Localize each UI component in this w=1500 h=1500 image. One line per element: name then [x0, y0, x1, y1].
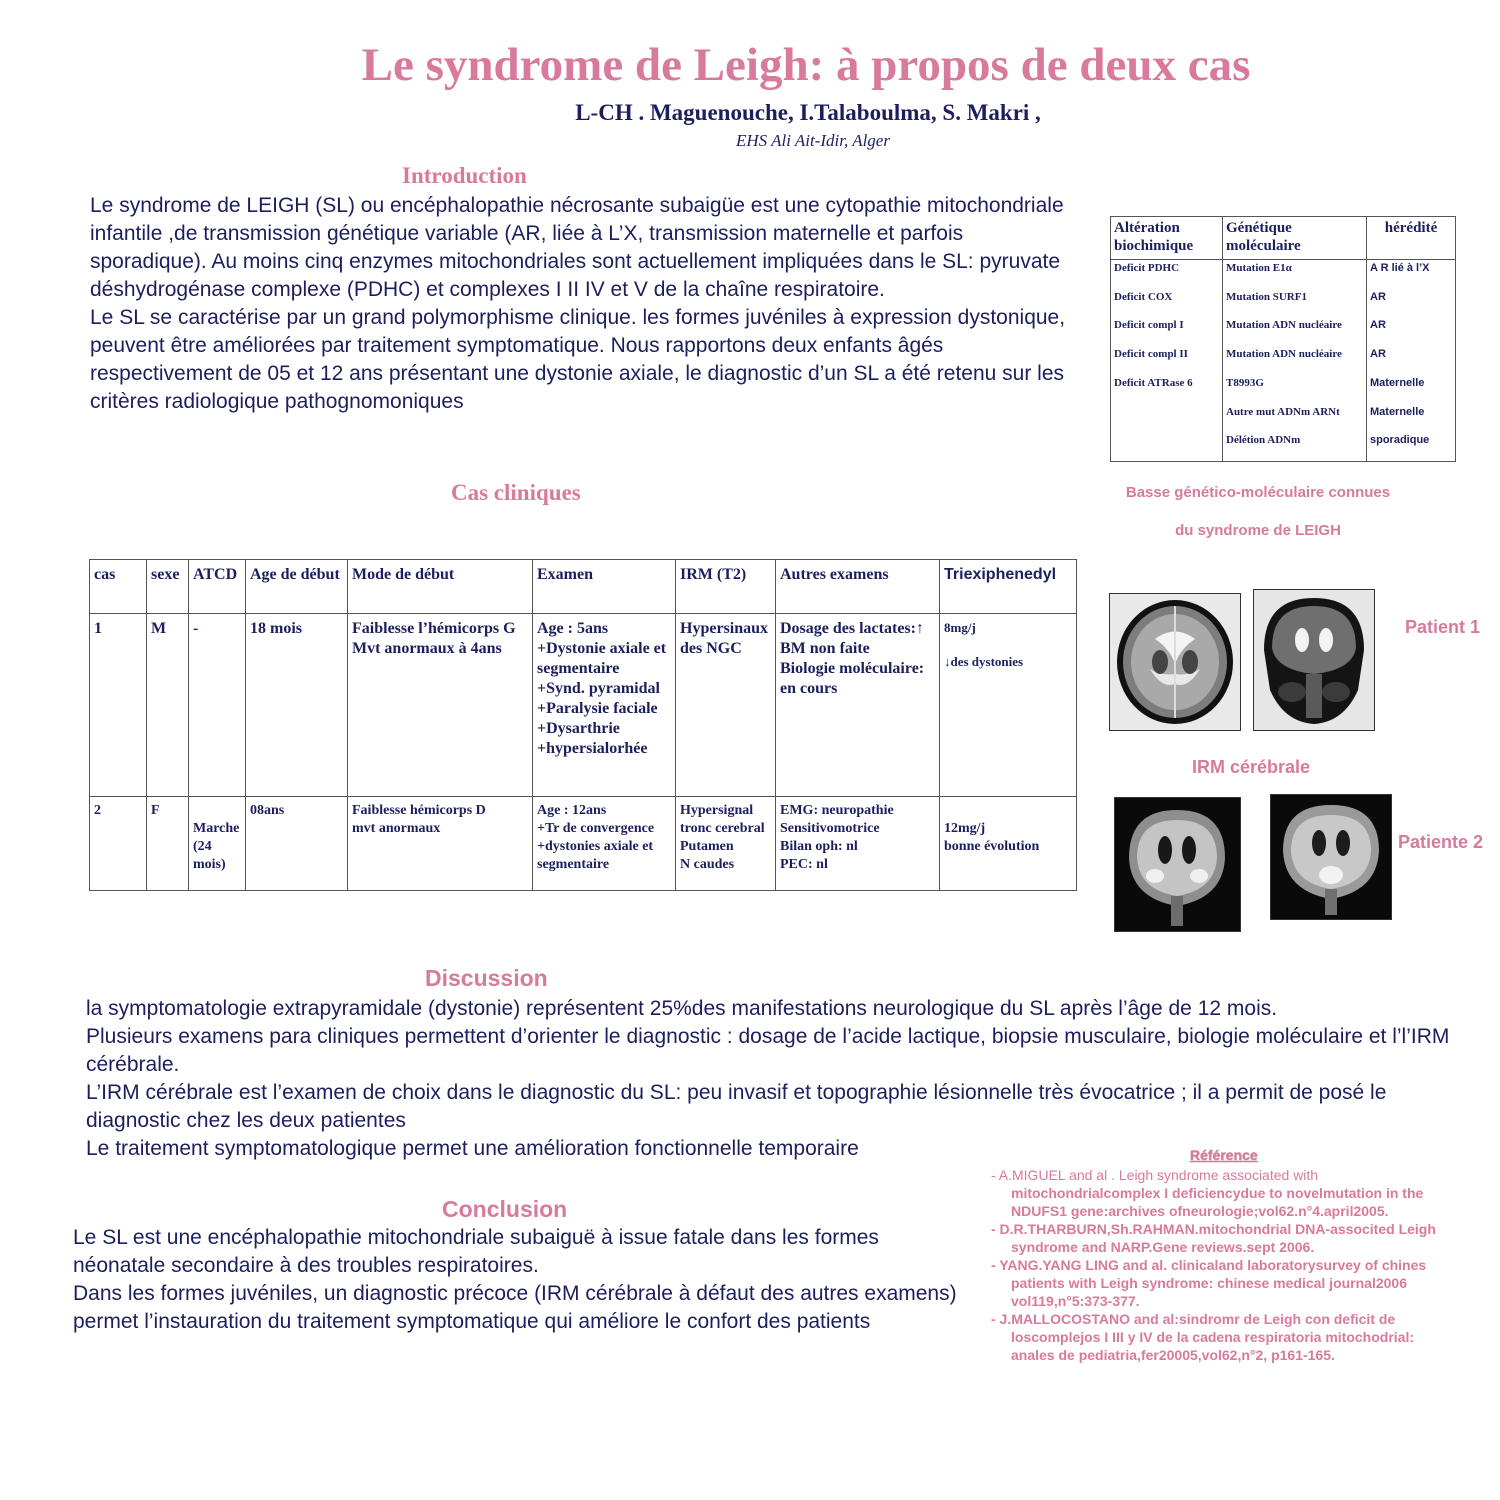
conclusion-heading: Conclusion — [442, 1196, 568, 1222]
genetic-table-row — [1111, 317, 1456, 346]
clinical-cases-table — [89, 559, 1077, 891]
genetic-table-caption: Basse génético-moléculaire connues du syndrome de LEIGH — [1125, 484, 1391, 539]
cell-cas: 2 — [90, 797, 147, 891]
authors: L-CH . Maguenouche, I.Talaboulma, S. Makri , — [575, 100, 1041, 125]
discussion-paragraph: Le traitement symptomatologique permet une amélioration fonctionnelle temporaire — [86, 1137, 859, 1160]
reference-item: - YANG.YANG LING and al. clinicaland laboratorysurvey of chines patients with Leigh syndrome: chinese medical journal2006 vol119,n°5:373-377. — [991, 1257, 1427, 1309]
mri-image-patient1-coronal — [1253, 589, 1375, 731]
introduction-paragraph: Le SL se caractérise par un grand polymorphisme clinique. les formes juvéniles à expression dystonique, peuvent être améliorées par traitement symptomatique. Nous rapportons deux enfants âgés respectivement de 05 et 12 ans présentant une dystonie axiale, le diagnostic d’un SL a été retenu sur les critères radiologique pathognomoniques — [90, 306, 1066, 413]
affiliation: EHS Ali Ait-Idir, Alger — [736, 131, 890, 150]
patient1-label: Patient 1 — [1405, 617, 1481, 637]
introduction-heading: Introduction — [402, 163, 527, 188]
discussion-body — [86, 995, 1476, 1163]
genetic-table-cell: Autre mut ADNm ARNt — [1223, 404, 1367, 433]
genetic-table-header: hérédité — [1367, 217, 1456, 260]
references-list — [991, 1166, 1461, 1364]
cell-irm: Hypersinaux des NGC — [676, 614, 776, 797]
clinical-table-header: IRM (T2) — [676, 560, 776, 614]
cell-triexiphenedyl: 12mg/j bonne évolution — [940, 797, 1077, 891]
cell-autres: Dosage des lactates:↑ BM non faite Biologie moléculaire: en cours — [776, 614, 940, 797]
discussion-paragraph: la symptomatologie extrapyramidale (dystonie) représentent 25%des manifestations neurologique du SL après l’âge de 12 mois. — [86, 997, 1278, 1020]
clinical-table-header: cas — [90, 560, 147, 614]
genetic-table-cell — [1111, 432, 1223, 461]
cell-irm: Hypersignal tronc cerebral Putamen N caudes — [676, 797, 776, 891]
genetic-table-row — [1111, 432, 1456, 461]
mri-image-patient2-coronal-b — [1270, 794, 1392, 920]
genetic-table-cell: Mutation ADN nucléaire — [1223, 346, 1367, 375]
cell-autres: EMG: neuropathie Sensitivomotrice Bilan oph: nl PEC: nl — [776, 797, 940, 891]
references-heading: Référence — [1190, 1147, 1258, 1163]
reference-item: - A.MIGUEL and al . Leigh syndrome associated with mitochondrialcomplex I deficiencydue to novelmutation in the NDUFS1 gene:archives ofneurologie;vol62.n°4.april2005. — [991, 1167, 1424, 1219]
clinical-table-header: ATCD — [189, 560, 246, 614]
genetic-table-cell: T8993G — [1223, 375, 1367, 404]
cell-atcd: - — [189, 614, 246, 797]
genetic-table-row — [1111, 404, 1456, 433]
cell-triexiphenedyl: 8mg/j ↓des dystonies — [940, 614, 1077, 797]
cell-mode: Faiblesse hémicorps D mvt anormaux — [348, 797, 533, 891]
patient2-label: Patiente 2 — [1398, 832, 1484, 852]
genetic-table-cell: A R lié à l’X — [1367, 260, 1456, 289]
discussion-heading: Discussion — [425, 965, 548, 991]
clinical-table-header: Age de début — [246, 560, 348, 614]
genetic-table-cell: Mutation SURF1 — [1223, 289, 1367, 318]
genetic-table-cell: Deficit ATRase 6 — [1111, 375, 1223, 404]
cell-examen: Age : 5ans +Dystonie axiale et segmentaire +Synd. pyramidal +Paralysie faciale +Dysarthrie +hypersialorhée — [533, 614, 676, 797]
genetic-table-row — [1111, 289, 1456, 318]
genetic-table-cell: sporadique — [1367, 432, 1456, 461]
genetic-table-cell: Maternelle — [1367, 404, 1456, 433]
mri-image-patient1-axial — [1109, 593, 1241, 731]
conclusion-paragraph: Le SL est une encéphalopathie mitochondriale subaiguë à issue fatale dans les formes néonatale secondaire à des troubles respiratoires. — [73, 1226, 879, 1277]
genetic-table-row — [1111, 260, 1456, 289]
discussion-paragraph: Plusieurs examens para cliniques permettent d’orienter le diagnostic : dosage de l’acide lactique, biopsie musculaire, biologie moléculaire et l’l’IRM cérébrale. — [86, 1025, 1450, 1076]
table-row — [90, 797, 1077, 891]
genetic-table-header: Génétique moléculaire — [1223, 217, 1367, 260]
cell-sexe: F — [147, 797, 189, 891]
cell-age: 08ans — [246, 797, 348, 891]
clinical-table-header: Mode de début — [348, 560, 533, 614]
genetic-table-cell: Deficit PDHC — [1111, 260, 1223, 289]
genetic-table-cell: Deficit compl I — [1111, 317, 1223, 346]
introduction-paragraph: Le syndrome de LEIGH (SL) ou encéphalopathie nécrosante subaigüe est une cytopathie mitochondriale infantile ,de transmission génétique variable (AR, liée à L’X, transmission maternelle et parfois sporadique). Au moins cinq enzymes mitochondriales sont actuellement impliquées dans le SL: pyruvate déshydrogénase complexe (PDHC) et complexes I II IV et V de la chaîne respiratoire. — [90, 194, 1064, 301]
genetic-table-cell: Mutation ADN nucléaire — [1223, 317, 1367, 346]
genetic-table-cell: Deficit compl II — [1111, 346, 1223, 375]
genetic-table-header: Altération biochimique — [1111, 217, 1223, 260]
clinical-table-header: Autres examens — [776, 560, 940, 614]
reference-item: - D.R.THARBURN,Sh.RAHMAN.mitochondrial DNA-associted Leigh syndrome and NARP.Gene reviews.sept 2006. — [991, 1221, 1436, 1255]
genetic-table-cell: AR — [1367, 289, 1456, 318]
genetic-table-cell: Deficit COX — [1111, 289, 1223, 318]
genetic-table-cell: Maternelle — [1367, 375, 1456, 404]
introduction-body — [90, 192, 1080, 416]
genetic-table-cell — [1111, 404, 1223, 433]
conclusion-body — [73, 1224, 963, 1336]
mri-image-patient2-coronal-a — [1114, 797, 1241, 932]
cell-atcd: Marche (24 mois) — [189, 797, 246, 891]
genetic-table-cell: AR — [1367, 317, 1456, 346]
cell-cas: 1 — [90, 614, 147, 797]
clinical-table-header: Examen — [533, 560, 676, 614]
irm-caption: IRM cérébrale — [1192, 757, 1311, 777]
genetic-table-cell: Délétion ADNm — [1223, 432, 1367, 461]
reference-item: - J.MALLOCOSTANO and al:sindromr de Leigh con deficit de loscomplejos I III y IV de la cadena respiratoria mitochodrial: anales de pediatria,fer20005,vol62,n°2, p161-165. — [991, 1311, 1415, 1363]
cell-examen: Age : 12ans +Tr de convergence +dystonies axiale et segmentaire — [533, 797, 676, 891]
cell-mode: Faiblesse l’hémicorps G Mvt anormaux à 4ans — [348, 614, 533, 797]
genetic-table-cell: AR — [1367, 346, 1456, 375]
cas-cliniques-heading: Cas cliniques — [451, 480, 581, 505]
conclusion-paragraph: Dans les formes juvéniles, un diagnostic précoce (IRM cérébrale à défaut des autres examens) permet l’instauration du traitement symptomatique qui améliore le confort des patients — [73, 1282, 957, 1333]
genetic-table-row — [1111, 346, 1456, 375]
cell-age: 18 mois — [246, 614, 348, 797]
genetic-table — [1110, 216, 1456, 462]
poster-title: Le syndrome de Leigh: à propos de deux cas — [361, 39, 1251, 91]
table-row — [90, 614, 1077, 797]
discussion-paragraph: L’IRM cérébrale est l’examen de choix dans le diagnostic du SL: peu invasif et topographie lésionnelle très évocatrice ; il a permit de posé le diagnostic chez les deux patientes — [86, 1081, 1387, 1132]
genetic-table-cell: Mutation E1α — [1223, 260, 1367, 289]
clinical-table-header: Triexiphenedyl — [940, 560, 1077, 614]
cell-sexe: M — [147, 614, 189, 797]
clinical-table-header: sexe — [147, 560, 189, 614]
genetic-table-row — [1111, 375, 1456, 404]
